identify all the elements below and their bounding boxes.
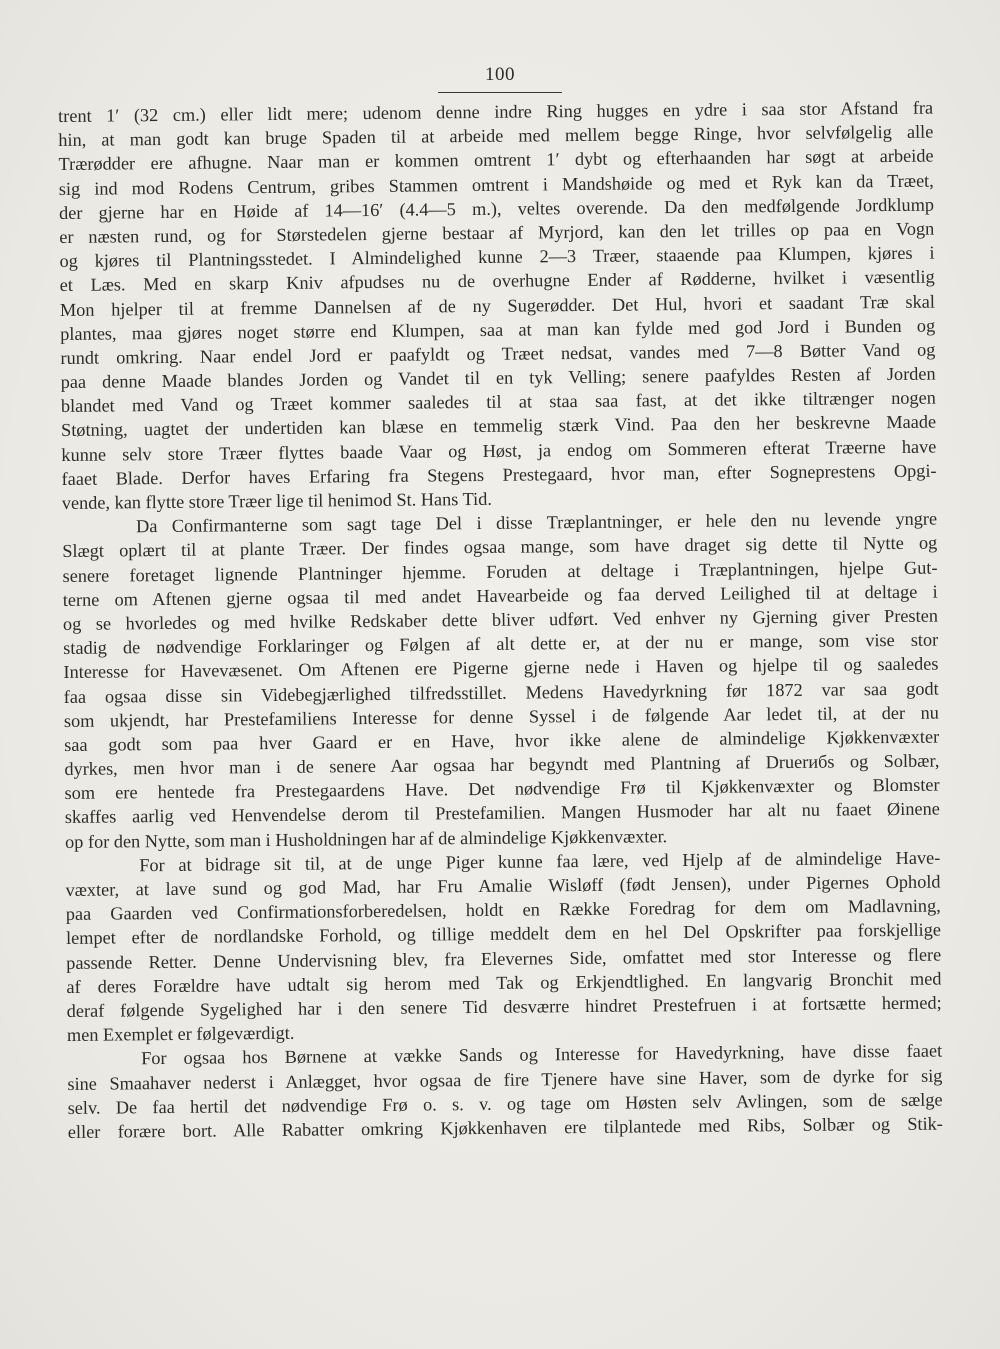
text-line: trent 1′ (32 cm.) eller lidt mere; udenom denne indre Ring hugges en ydre i saa stor Afstand fra <box>58 97 934 126</box>
text-line: Støtning, uagtet der undertiden kan blæse en temmelig stærk Vind. Paa den her beskrevne Maade <box>61 412 937 441</box>
text-line: For at bidrage sit til, at de unge Piger kunne faa lære, ved Hjelp af de almindelige Have- <box>139 847 941 876</box>
text-line: vende, kan flytte store Træer lige til henimod St. Hans Tid. <box>61 488 493 513</box>
text-line: Da Confirmanterne som sagt tage Del i disse Træplantninger, er hele den nu levende yngre <box>135 508 938 537</box>
text-line: blandet med Vand og Træet kommer saaledes til at staa saa fast, at det ikke tiltrænger nogen <box>60 387 936 417</box>
text-line: men Exemplet er følgeværdigt. <box>66 1022 295 1046</box>
text-line: saa godt som paa hver Gaard er en Have, hvor ikke alene de almindelige Kjøkkenvæxter <box>64 726 940 755</box>
page-number: 100 <box>485 64 515 85</box>
text-line: væxter, at lave sund og god Mad, har Fru Amalie Wisløff (født Jensen), under Pigernes Ophold <box>65 871 941 900</box>
text-line: stadig de nødvendige Forklaringer og Følgen af alt dette er, at der nu er mange, som vise stor <box>63 629 939 659</box>
text-line: For ogsaa hos Børnene at vække Sands og Interesse for Havedyrkning, have disse faaet <box>141 1040 943 1069</box>
text-line: sine Smaahaver nederst i Anlægget, hvor ogsaa de fire Tjenere have sine Haver, som de dyrke for sig <box>67 1065 943 1094</box>
text-line: er næsten rund, og for Størstedelen gjerne bestaar af Myrjord, kan den let trilles op paa en Vogn <box>59 218 935 247</box>
text-line: selv. De faa hertil det nødvendige Frø o. s. v. og tage om Høsten selv Avlingen, som de sælge <box>67 1089 943 1118</box>
text-line: rundt omkring. Naar endel Jord er paafyldt og Træet nedsat, vandes med 7—8 Bøtter Vand og <box>60 339 936 368</box>
text-line: kunne selv store Træer flyttes baade Vaar og Høst, ja endog om Sommeren efterat Træerne have <box>61 436 937 465</box>
text-line: som ere hentede fra Prestegaardens Have. Det nødvendige Frø til Kjøkkenvæxter og Blomster <box>64 774 940 804</box>
text-line: et Læs. Med en skarp Kniv afpudses nu de overhugne Ender af Rødderne, hvilket i væsentlig <box>59 266 935 296</box>
text-line: op for den Nytte, som man i Husholdningen har af de almindelige Kjøkkenvæxter. <box>64 825 668 852</box>
header-rule <box>438 92 562 93</box>
text-line: Slægt oplært til at plante Træer. Der findes ogsaa mange, som have draget sig dette til Nytte og <box>62 532 938 562</box>
text-line: Trærødder ere afhugne. Naar man er kommen omtrent 1′ dybt og efterhaanden har søgt at arbeide <box>58 145 934 175</box>
text-line: eller forære bort. Alle Rabatter omkring Kjøkkenhaven ere tilplantede med Ribs, Solbær og Stik- <box>67 1113 943 1142</box>
text-line: dyrkes, men hvor man i de senere Aar ogsaa har begyndt med Plantning af Druerибs og Solbær, <box>64 750 940 780</box>
text-line: og se hvorledes og med hvilke Redskaber dette bliver udført. Ved enhver ny Gjerning giver Presten <box>62 605 939 634</box>
text-line: plantes, maa gjøres noget større end Klumpen, saa at man kan fylde med god Jord i Bunden og <box>60 315 936 344</box>
text-line: Mon hjelper til at fremme Dannelsen af de ny Sugerødder. Det Hul, hvori et saadant Træ skal <box>59 291 936 320</box>
text-line: paa denne Maade blandes Jorden og Vandet til en tyk Velling; senere paafyldes Resten af Jorden <box>60 363 936 393</box>
text-line: senere foretaget lignende Plantninger hjemme. Foruden at deltage i Træplantningen, hjelpe Gut- <box>62 557 938 586</box>
text-line: faaet Blade. Derfor haves Erfaring fra Stegens Prestegaard, hvor man, efter Sogneprestens Opgi- <box>61 460 937 489</box>
text-line: hin, at man godt kan bruge Spaden til at arbeide med mellem begge Ringe, hvor selvfølgelig alle <box>58 121 934 151</box>
text-line: deraf følgende Sygelighed har i den senere Tid desværre hindret Prestefruen i at fortsætte hermed; <box>66 992 942 1021</box>
text-line: Interesse for Havevæsenet. Om Aftenen ere Pigerne gjerne nede i Haven og hjelpe til og saaledes <box>63 653 939 683</box>
text-line: passende Retter. Denne Undervisning blev, fra Elevernes Side, omfattet med stor Interesse og flere <box>66 944 942 973</box>
text-line: paa Gaarden ved Confirmationsforberedelsen, holdt en Række Foredrag for dem om Madlavning, <box>65 895 941 925</box>
text-line: faa ogsaa disse sin Videbegjærlighed tilfredsstillet. Medens Havedyrkning før 1872 var saa godt <box>63 678 939 707</box>
body-text <box>58 96 943 1144</box>
text-line: lempet efter de nordlandske Forhold, og tillige meddelt dem en hel Del Opskrifter paa forskjellige <box>65 919 942 949</box>
text-line: sig ind mod Rodens Centrum, gribes Stammen omtrent i Mandshøide og med et Ryk kan da Træet, <box>58 170 934 199</box>
text-line: og kjøres til Plantningsstedet. I Almindelighed kunne 2—3 Træer, staaende paa Klumpen, kjøres i <box>59 242 935 272</box>
text-line: terne om Aftenen gjerne ogsaa til med andet Havearbeide og faa derved Leilighed til at deltage i <box>62 581 938 610</box>
text-line: skaffes aarlig ved Henvendelse derom til Prestefamilien. Mangen Husmoder har alt nu faaet Øinene <box>64 799 940 828</box>
text-line: som ukjendt, har Prestefamiliens Interesse for denne Syssel i de følgende Aar ledet til, at der nu <box>63 702 939 731</box>
text-line: af deres Forældre have udtalt sig herom med Tak og Erkjendtlighed. En langvarig Bronchit med <box>66 968 942 997</box>
text-line: der gjerne har en Høide af 14—16′ (4.4—5 m.), veltes overende. Da den medfølgende Jordklump <box>58 194 935 223</box>
